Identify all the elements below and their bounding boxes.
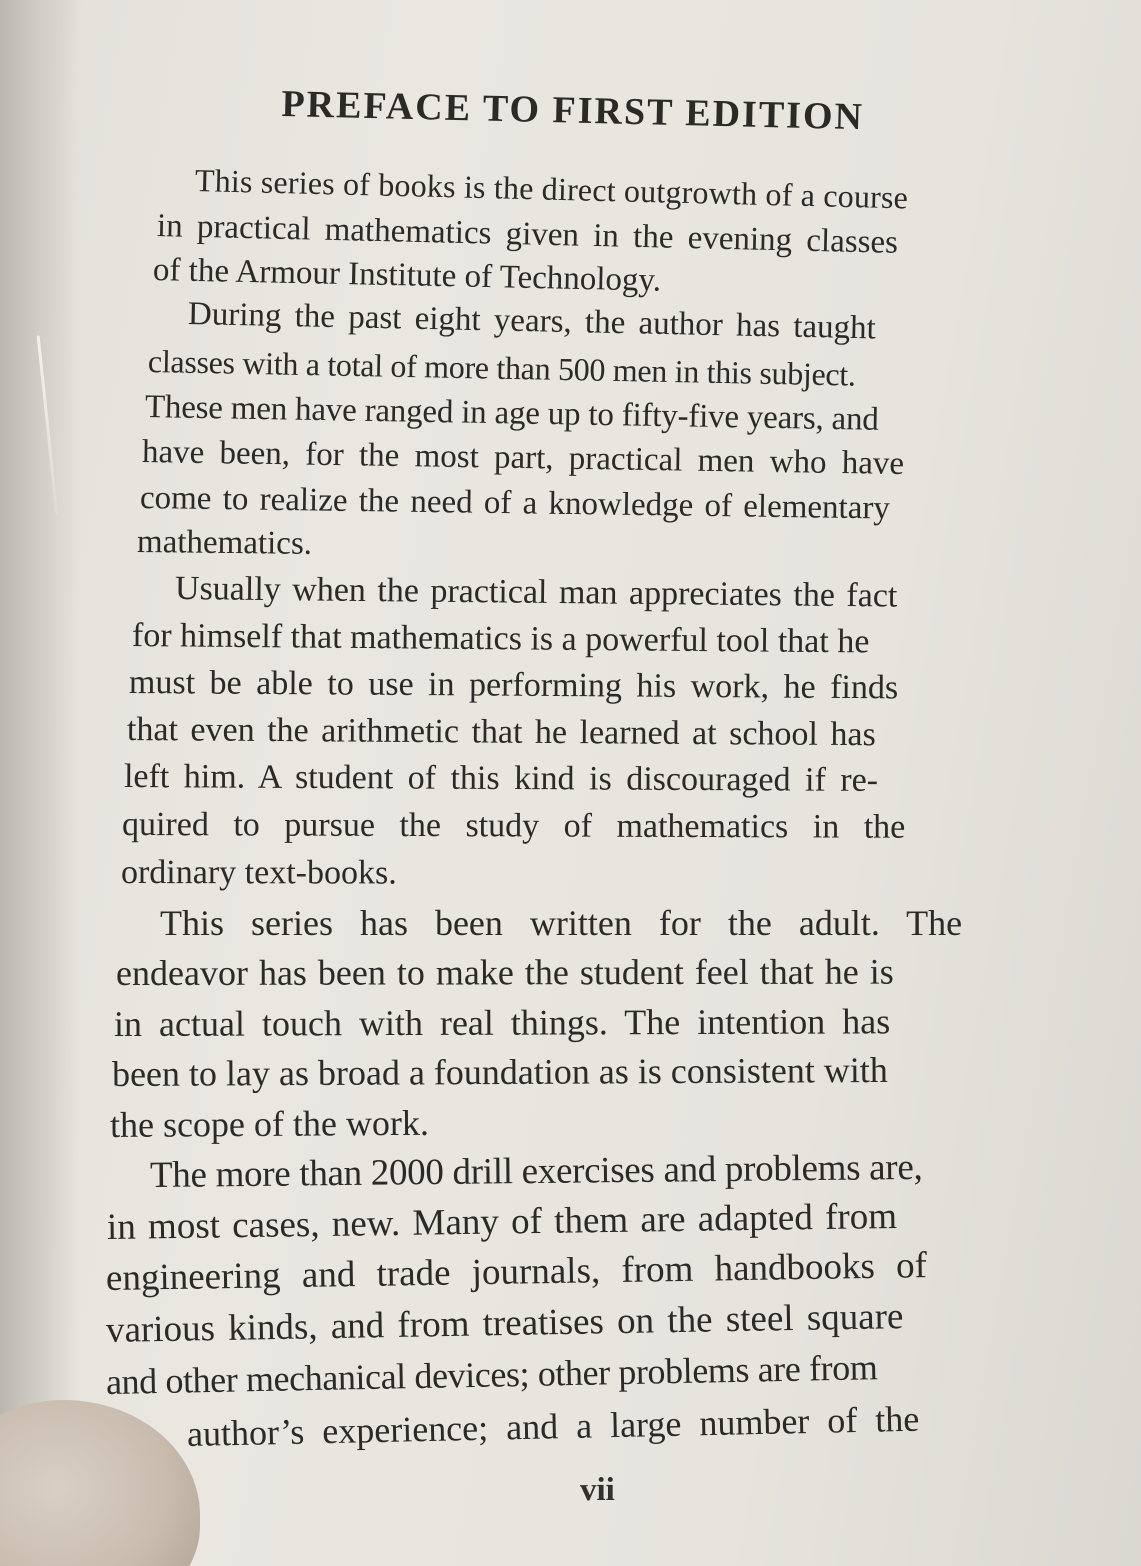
text-line: This series has been written for the adult. The xyxy=(160,903,963,943)
text-line: in practical mathematics given in the evening classes xyxy=(156,208,899,261)
text-line: classes with a total of more than 500 men in this subject. xyxy=(147,343,857,393)
text-line: endeavor has been to make the student feel that he is xyxy=(115,951,894,993)
text-line: These men have ranged in age up to fifty-five years, and xyxy=(144,389,879,438)
text-line: in actual touch with real things. The intention has xyxy=(113,1001,891,1044)
text-line: left him. A student of this kind is discouraged if re- xyxy=(123,758,879,799)
text-line: The more than 2000 drill exercises and problems are, xyxy=(149,1146,923,1196)
text-line: During the past eight years, the author has taught xyxy=(187,296,877,347)
text-line: of the Armour Institute of Technology. xyxy=(152,252,662,299)
text-line: been to lay as broad a foundation as is consistent with xyxy=(111,1049,888,1094)
text-line: engineering and trade journals, from handbooks of xyxy=(105,1245,928,1299)
page-title: PREFACE TO FIRST EDITION xyxy=(281,82,865,139)
text-line: the scope of the work. xyxy=(109,1102,430,1145)
text-line: ordinary text-books. xyxy=(120,854,397,892)
text-line: have been, for the most part, practical men who have xyxy=(141,434,905,482)
text-line: Usually when the practical man appreciates the fact xyxy=(174,570,898,615)
text-line: quired to pursue the study of mathematics in the xyxy=(121,806,906,846)
text-line: mathematics. xyxy=(136,524,313,562)
text-line: that even the arithmetic that he learned at school has xyxy=(126,711,876,754)
text-line: must be able to use in performing his work, he finds xyxy=(128,664,899,707)
text-line: This series of books is the direct outgrowth of a course xyxy=(194,162,909,216)
text-line: for himself that mathematics is a powerful tool that he xyxy=(131,617,870,661)
page-number: vii xyxy=(580,1472,615,1508)
text-line: author’s experience; and a large number of the xyxy=(186,1398,920,1454)
text-line: come to realize the need of a knowledge of elementary xyxy=(139,480,891,527)
text-line: various kinds, and from treatises on the steel square xyxy=(105,1296,904,1351)
text-line: in most cases, new. Many of them are adapted from xyxy=(106,1195,898,1248)
text-line: and other mechanical devices; other problems are from xyxy=(105,1347,878,1402)
